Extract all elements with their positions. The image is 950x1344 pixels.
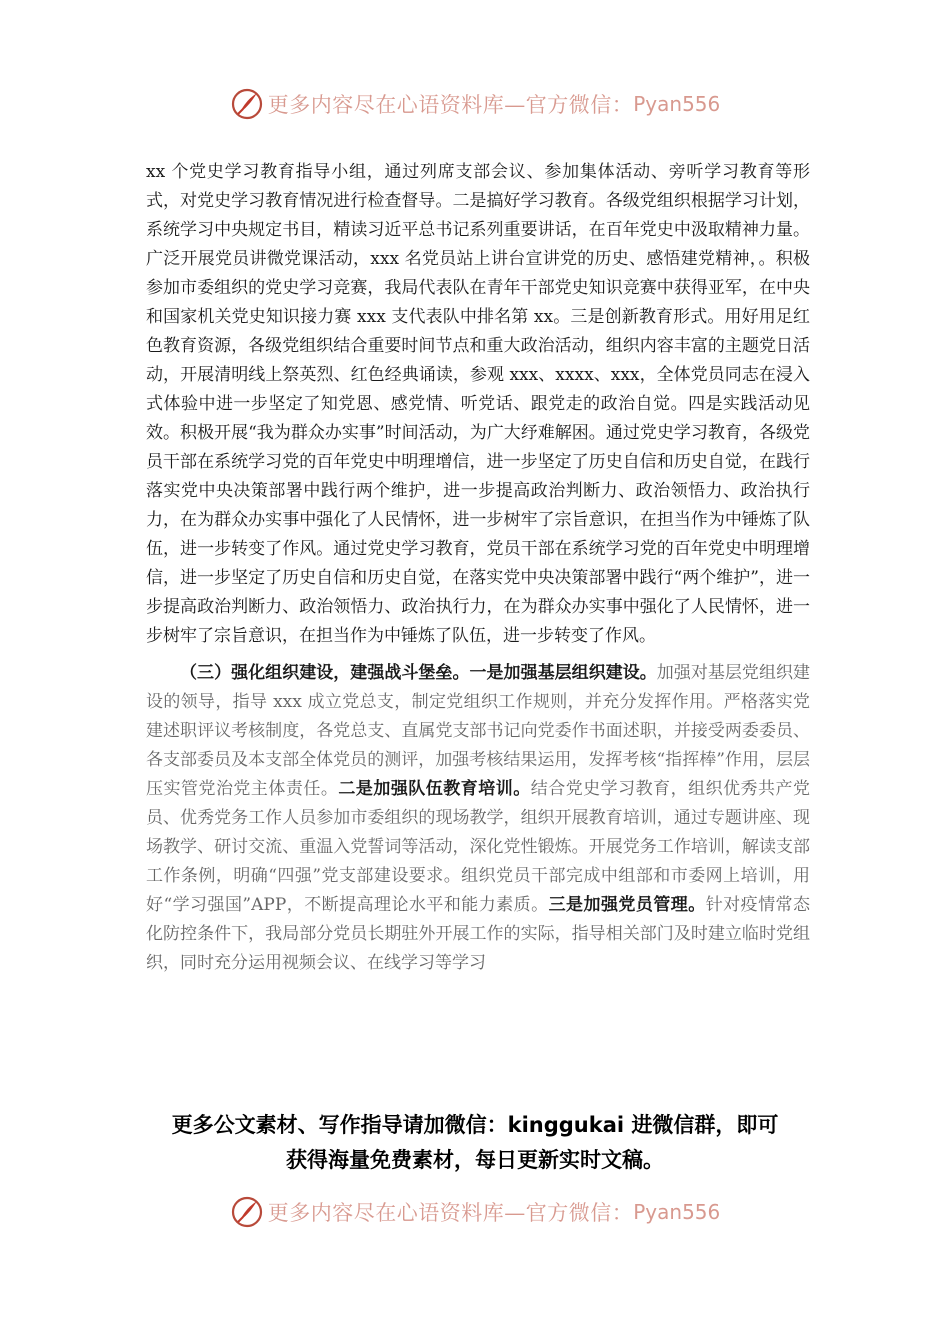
promo-line-1: 更多公文素材、写作指导请加微信：kinggukai 进微信群，即可 (171, 1113, 779, 1137)
quill-logo-icon (230, 87, 264, 121)
subheading-2: 二是加强队伍教育培训。 (338, 779, 531, 799)
text-3: 针对疫情常态化防控条件下，我局部分党员长期驻外开展工作的实际，指导相关部门及时建立临时党组织，同时充分运用视频会议、在线学习等学习 (146, 895, 810, 973)
paragraph-2 (146, 659, 810, 1009)
subheading-1: 一是加强基层组织建设。 (469, 663, 657, 683)
promo-line-2: 获得海量免费素材，每日更新实时文稿。 (286, 1148, 664, 1172)
footer-banner (0, 1190, 950, 1234)
document-body (146, 158, 810, 1009)
subheading-3: 三是加强党员管理。 (548, 895, 706, 915)
section-heading: （三）强化组织建设，建强战斗堡垒。 (180, 663, 470, 683)
banner-wechat-id: Pyan556 (633, 1200, 721, 1224)
banner-wechat-id: Pyan556 (633, 92, 721, 116)
paragraph-1: xx 个党史学习教育指导小组，通过列席支部会议、参加集体活动、旁听学习教育等形式，对党史学习教育情况进行检查督导。二是搞好学习教育。各级党组织根据学习计划，系统学习中央规定书目，精读习近平总书记系列重要讲话，在百年党史中汲取精神力量。广泛开展党员讲微党课活动，xxx 名党员站上讲台宣讲党的历史、感悟建党精神，。积极参加市委组织的党史学习竞赛，我局代表队在青年干部党史知识竞赛中获得亚军，在中央和国家机关党史知识接力赛 xxx 支代表队中排名第 xx。三是创新教育形式。用好用足红色教育资源，各级党组织结合重要时间节点和重大政治活动，组织内容丰富的主题党日活动，开展清明线上祭英烈、红色经典诵读，参观 xxx、xxxx、xxx，全体党员同志在浸入式体验中进一步坚定了知党恩、感党情、听党话、跟党走的政治自觉。四是实践活动见效。积极开展“我为群众办实事”时间活动，为广大纾难解困。通过党史学习教育，各级党员干部在系统学习党的百年党史中明理增信，进一步坚定了历史自信和历史自觉，在践行落实党中央决策部署中践行两个维护，进一步提高政治判断力、政治领悟力、政治执行力，在为群众办实事中强化了人民情怀，进一步树牢了宗旨意识，在担当作为中锤炼了队伍，进一步转变了作风。通过党史学习教育，党员干部在系统学习党的百年党史中明理增信，进一步坚定了历史自信和历史自觉，在落实党中央决策部署中践行“两个维护”，进一步提高政治判断力、政治领悟力、政治执行力，在为群众办实事中强化了人民情怀，进一步树牢了宗旨意识，在担当作为中锤炼了队伍，进一步转变了作风。 (146, 162, 810, 646)
promo-notice (120, 1108, 830, 1178)
banner-text: 更多内容尽在心语资料库—官方微信： (267, 1201, 634, 1225)
header-banner (0, 82, 950, 126)
banner-text: 更多内容尽在心语资料库—官方微信： (267, 93, 634, 117)
quill-logo-icon (230, 1195, 264, 1229)
text-2: 结合党史学习教育，组织优秀共产党员、优秀党务工作人员参加市委组织的现场教学，组织开展教育培训，通过专题讲座、现场教学、研讨交流、重温入党誓词等活动，深化党性锻炼。开展党务工作培训，解读支部工作条例，明确“四强”党支部建设要求。组织党员干部完成中组部和市委网上培训，用好“学习强国”APP，不断提高理论水平和能力素质。 (146, 779, 810, 915)
text-1: 加强对基层党组织建设的领导，指导 xxx 成立党总支，制定党组织工作规则，并充分发挥作用。严格落实党建述职评议考核制度，各党总支、直属党支部书记向党委作书面述职，并接受两委委员、各支部委员及本支部全体党员的测评，加强考核结果运用，发挥考核“指挥棒”作用，层层压实管党治党主体责任。 (146, 663, 810, 799)
